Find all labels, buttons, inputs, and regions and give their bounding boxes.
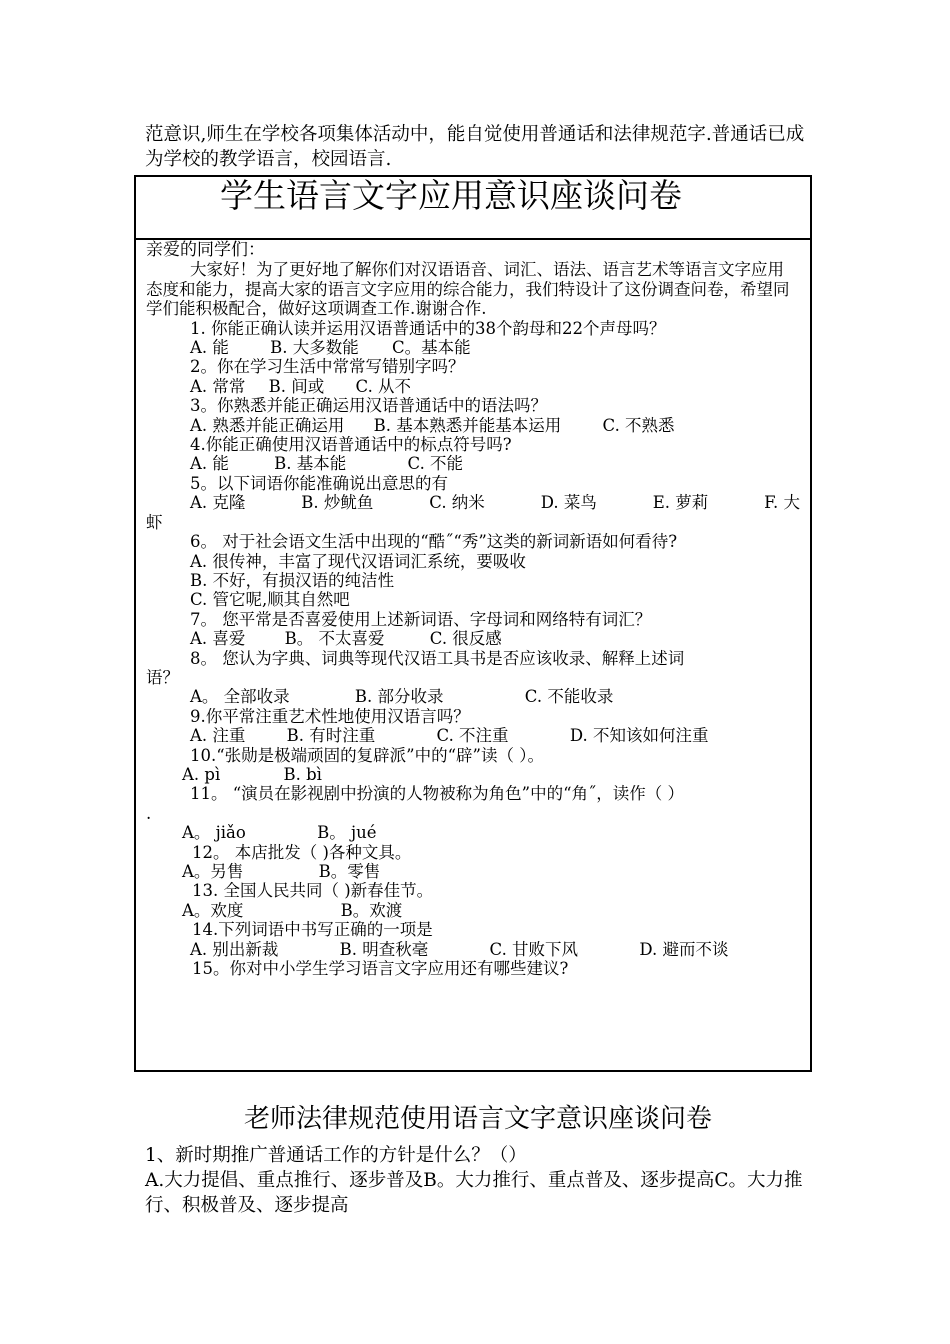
q4-option-c[interactable]: C. 不能 [407,454,464,474]
question-8-wrap: 语？ [146,667,179,687]
q13-option-b[interactable]: B。欢渡 [340,900,403,920]
q7-option-c[interactable]: C. 很反感 [429,629,502,649]
q7-option-a[interactable]: A. 喜爱 [190,629,246,649]
q5-option-b[interactable]: B. 炒鱿鱼 [301,493,374,513]
q8-option-a[interactable]: A。 全部收录 [190,687,290,707]
student-questionnaire-body [136,241,810,978]
greeting: 亲爱的同学们： [146,240,265,260]
q6-option-b[interactable]: B. 不好，有损汉语的纯洁性 [190,570,395,590]
question-11-options [146,823,800,842]
q8-option-c[interactable]: C. 不能收录 [524,687,614,707]
question-8: 8。 您认为字典、词典等现代汉语工具书是否应该收录、解释上述词 [190,648,685,668]
q1-option-b[interactable]: B. 大多数能 [270,338,359,358]
q5-option-c[interactable]: C. 纳米 [429,493,485,513]
q9-option-b[interactable]: B. 有时注重 [286,726,376,746]
q5-option-d[interactable]: D. 菜鸟 [540,493,597,513]
survey-intro-text: 大家好！为了更好地了解你们对汉语语音、词汇、语法、语言艺术等语言文字应用态度和能力，提高大家的语言文字应用的综合能力，我们特设计了这份调查问卷，希望同学们能积极配合，做好这项调查工作.谢谢合作. [146,260,790,319]
question-10-options [146,765,800,784]
q11-option-b[interactable]: B。 jué [317,823,377,843]
q12-option-b[interactable]: B。零售 [318,862,381,881]
q9-option-c[interactable]: C. 不注重 [436,726,509,746]
q10-option-a[interactable]: A. pì [182,764,221,784]
q11-option-a[interactable]: A。 jiǎo [182,823,246,843]
question-12: 12。 本店批发（ )各种文具。 [192,842,412,862]
question-4: 4.你能正确使用汉语普通话中的标点符号吗? [190,435,512,455]
q2-option-a[interactable]: A. 常常 [190,376,246,396]
student-questionnaire-header [136,177,810,240]
teacher-questionnaire [145,1143,813,1218]
teacher-questionnaire-title: 老师法律规范使用语言文字意识座谈问卷 [244,1104,713,1134]
question-3-options [146,416,800,435]
question-5-options-wrap: 虾 [146,512,163,532]
question-3: 3。你熟悉并能正确运用汉语普通话中的语法吗？ [190,396,547,416]
q6-option-a[interactable]: A. 很传神，丰富了现代汉语词汇系统，要吸收 [190,551,526,571]
intro-paragraph: 范意识,师生在学校各项集体活动中，能自觉使用普通话和法律规范字.普通话已成为学校的教学语言，校园语言. [145,124,805,170]
q4-option-b[interactable]: B. 基本能 [274,454,347,474]
teacher-question-1-options[interactable]: A.大力提倡、重点推行、逐步普及B。大力推行、重点普及、逐步提高C。大力推行、积极普及、逐步提高 [145,1170,803,1216]
question-15: 15。你对中小学生学习语言文字应用还有哪些建议? [192,959,569,979]
question-12-options [146,862,800,881]
q8-option-b[interactable]: B. 部分收录 [354,687,444,707]
student-questionnaire [134,175,812,1072]
survey-intro [146,260,800,318]
question-14-options [146,940,800,959]
question-6: 6。 对于社会语文生活中出现的“酷˝“秀”这类的新词新语如何看待? [190,532,678,552]
q10-option-b[interactable]: B. bì [283,764,322,784]
question-7: 7。 您平常是否喜爱使用上述新词语、字母词和网络特有词汇？ [190,609,652,629]
q13-option-a[interactable]: A。欢度 [182,900,244,920]
question-1: 1. 你能正确认读并运用汉语普通话中的38个韵母和22个声母吗？ [190,318,666,338]
student-questionnaire-title: 学生语言文字应用意识座谈问卷 [220,176,682,215]
question-14: 14.下列词语中书写正确的一项是 [192,920,433,940]
question-1-options [146,338,800,357]
q5-option-f[interactable]: F. 大 [764,493,800,513]
question-2: 2。你在学习生活中常常写错别字吗？ [190,357,465,377]
q5-option-a[interactable]: A. 克隆 [190,493,246,513]
question-13: 13. 全国人民共同（ )新春佳节。 [192,881,434,901]
question-7-options [146,629,800,648]
q3-option-c[interactable]: C. 不熟悉 [602,415,675,435]
question-9-options [146,726,800,745]
q3-option-a[interactable]: A. 熟悉并能正确运用 [190,415,345,435]
q12-option-a[interactable]: A。另售 [182,862,244,881]
question-13-options [146,901,800,920]
question-2-options [146,377,800,396]
q14-option-c[interactable]: C. 甘败下风 [489,939,579,959]
q4-option-a[interactable]: A. 能 [190,454,229,474]
question-5: 5。以下词语你能准确说出意思的有 [190,473,448,493]
q9-option-a[interactable]: A. 注重 [190,726,246,746]
q3-option-b[interactable]: B. 基本熟悉并能基本运用 [373,415,562,435]
question-10: 10.“张勋是极端顽固的复辟派”中的“辟”读（ ）。 [190,745,544,765]
q14-option-a[interactable]: A. 别出新裁 [190,939,279,959]
q7-option-b[interactable]: B。 不太喜爱 [284,629,385,649]
q9-option-d[interactable]: D. 不知该如何注重 [569,726,709,746]
q2-option-c[interactable]: C. 从不 [355,376,412,396]
q2-option-b[interactable]: B. 间或 [268,376,325,396]
question-4-options [146,454,800,473]
q6-option-c[interactable]: C. 管它呢,顺其自然吧 [190,590,350,610]
q14-option-d[interactable]: D. 避而不谈 [639,939,729,959]
question-9: 9.你平常注重艺术性地使用汉语言吗？ [190,706,470,726]
question-11-wrap: . [146,803,152,823]
q5-option-e[interactable]: E. 萝莉 [652,493,709,513]
q1-option-c[interactable]: C。基本能 [392,338,471,358]
question-5-options [146,493,800,512]
q14-option-b[interactable]: B. 明查秋毫 [339,939,429,959]
question-11: 11。 “演员在影视剧中扮演的人物被称为角色”中的“角˝，读作（ ） [190,784,685,804]
teacher-question-1: 1、新时期推广普通话工作的方针是什么？（） [145,1145,527,1166]
q1-option-a[interactable]: A. 能 [190,338,229,358]
question-8-options [146,687,800,706]
